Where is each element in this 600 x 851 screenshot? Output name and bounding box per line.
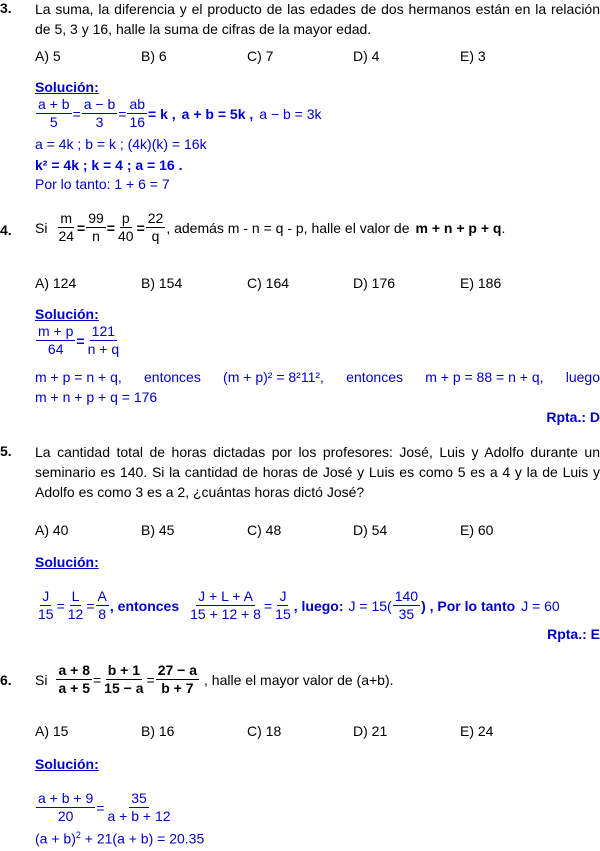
frac-num: J — [279, 588, 287, 604]
p4-l2b: entonces — [144, 369, 201, 385]
p4-l2c: (m + p)² = 8²11², — [223, 369, 324, 385]
option-b: B) 45 — [141, 522, 175, 538]
frac-num: a − b — [83, 96, 116, 112]
option-b: B) 6 — [141, 48, 167, 64]
problem-6-number: 6. — [0, 672, 12, 688]
p3-line-3: k² = 4k ; k = 4 ; a = 16 . — [35, 157, 183, 173]
p5-equation: $\frac{J}{15}$ = $\frac{L}{12}$ = $\frac{A}{8}$ , entonces $\frac{J + L + A}{15 + 12 + 8}$ = $\frac{J}{15}$ , luego: J = 15( $\frac{140}{35}$ ) , Por lo tanto J = 60 — [38, 588, 560, 622]
p4-middle-text: , además m - n = q - p, halle el valor de — [166, 219, 410, 236]
frac-den: 15 — [38, 606, 54, 622]
frac-den: b + 7 — [161, 680, 194, 696]
luego-label: , luego: — [293, 597, 344, 614]
frac-num: 140 — [394, 588, 419, 604]
frac-den: 64 — [47, 341, 64, 357]
entonces-label: , entonces — [109, 597, 180, 614]
frac-num: 35 — [131, 790, 147, 806]
p4-l2a: m + p = n + q, — [35, 369, 122, 385]
option-c: C) 164 — [247, 275, 290, 291]
option-e: E) 24 — [460, 723, 494, 739]
frac-num: a + 8 — [58, 662, 90, 678]
option-e: E) 60 — [460, 522, 494, 538]
solution-label: Solución: — [35, 554, 99, 570]
p5-result: J = 60 — [521, 597, 560, 614]
option-b: B) 16 — [141, 723, 175, 739]
option-c: C) 7 — [247, 48, 274, 64]
solution-label: Solución: — [35, 306, 99, 322]
frac-den: 35 — [398, 606, 415, 622]
p4-target: m + n + p + q — [415, 219, 502, 236]
solution-label: Solución: — [35, 79, 99, 95]
frac-num: 121 — [91, 323, 116, 339]
option-a: A) 124 — [35, 275, 77, 291]
p4-line-2 — [35, 369, 600, 385]
frac-den: n + q — [87, 341, 120, 357]
si-label: Si — [35, 671, 48, 688]
p6-tail: , halle el mayor valor de (a+b). — [204, 671, 394, 688]
frac-den: 3 — [95, 114, 104, 130]
frac-num: L — [71, 588, 80, 604]
frac-den: 16 — [129, 114, 146, 130]
frac-den: 15 − a — [104, 680, 144, 696]
problem-4-text: Si $\frac{m}{24}$ = $\frac{99}{n}$ = $\frac{p}{40}$ = $\frac{22}{q}$ , además m - n = q - p, halle el valor de m + n + p + q . — [35, 210, 506, 244]
frac-num: p — [121, 210, 130, 226]
problem-3-text: La suma, la diferencia y el producto de las edades de dos hermanos están en la relación de 5, 3 y 16, halle la suma de cifras de la mayor edad. — [35, 1, 600, 37]
p4-l2e: m + p = 88 = n + q, — [425, 369, 544, 385]
p6-l2b: + 21(a + b) = 20.35 — [80, 830, 205, 847]
answer-label: Rpta.: D — [546, 409, 600, 425]
p6-line-2 — [35, 830, 204, 847]
option-a: A) 5 — [35, 48, 61, 64]
frac-den: a + 5 — [58, 680, 90, 696]
frac-num: 27 − a — [157, 662, 198, 678]
frac-den: 15 + 12 + 8 — [190, 606, 261, 622]
frac-den: 5 — [49, 114, 58, 130]
option-d: D) 176 — [353, 275, 396, 291]
frac-den: 24 — [58, 228, 75, 244]
p4-end: . — [501, 219, 506, 236]
p4-l2d: entonces — [346, 369, 403, 385]
j-prefix: J = 15( — [348, 597, 392, 614]
p6-l2a: (a + b) — [35, 830, 76, 847]
frac-num: 22 — [147, 210, 164, 226]
option-e: E) 186 — [460, 275, 502, 291]
p3-line-4: Por lo tanto: 1 + 6 = 7 — [35, 176, 170, 192]
problem-5-number: 5. — [0, 443, 12, 459]
frac-num: J + L + A — [198, 588, 253, 604]
option-c: C) 48 — [247, 522, 282, 538]
frac-den: 8 — [98, 606, 107, 622]
option-e: E) 3 — [460, 48, 486, 64]
frac-num: b + 1 — [107, 662, 140, 678]
frac-num: m + p — [38, 323, 74, 339]
frac-den: q — [151, 228, 160, 244]
eq-sum: a + b = 5k , — [181, 105, 254, 122]
solution-label: Solución: — [35, 756, 99, 772]
option-a: A) 40 — [35, 522, 69, 538]
frac-den: 15 — [275, 606, 291, 622]
option-b: B) 154 — [141, 275, 183, 291]
p6-exponent: 2 — [75, 830, 81, 840]
eq-tail: = k , — [148, 105, 176, 122]
eq-diff: a − b = 3k — [259, 105, 322, 122]
por-lo-tanto-label: ) , Por lo tanto — [421, 597, 516, 614]
frac-den: n — [92, 228, 100, 244]
frac-num: m — [60, 210, 73, 226]
problem-3-number: 3. — [0, 0, 12, 16]
si-label: Si — [35, 219, 48, 236]
problem-6-text: Si $\frac{a + 8}{a + 5}$ = $\frac{b + 1}{15 - a}$ = $\frac{27 - a}{b + 7}$ , halle el mayor valor de (a+b). — [35, 662, 394, 696]
frac-den: 12 — [67, 606, 84, 622]
option-a: A) 15 — [35, 723, 69, 739]
frac-num: A — [97, 588, 107, 604]
p3-line-2: a = 4k ; b = k ; (4k)(k) = 16k — [35, 136, 207, 152]
p4-l2f: luego — [565, 369, 600, 385]
frac-num: 99 — [88, 210, 104, 226]
problem-5-text: La cantidad total de horas dictadas por los profesores: José, Luis y Adolfo durante un seminario es 140. Si la cantidad de horas de José y Luis es como 5 es a 4 y la de Luis y Adolfo es como 3 es a 2, ¿cuántas horas dictó José? — [35, 444, 600, 500]
frac-num: J — [42, 588, 50, 604]
p3-equation-1: $\frac{a + b}{5}$ = $\frac{a - b}{3}$ = $\frac{ab}{16}$ = k , a + b = 5k , a − b = 3k — [38, 96, 322, 130]
problem-4-number: 4. — [0, 222, 12, 238]
p4-line-3: m + n + p + q = 176 — [35, 389, 158, 405]
option-d: D) 4 — [353, 48, 380, 64]
frac-num: a + b + 9 — [38, 790, 94, 806]
option-c: C) 18 — [247, 723, 282, 739]
frac-num: a + b — [38, 96, 70, 112]
frac-den: 40 — [117, 228, 134, 244]
frac-den: a + b + 12 — [107, 808, 171, 824]
option-d: D) 54 — [353, 522, 388, 538]
frac-den: 20 — [57, 808, 74, 824]
option-d: D) 21 — [353, 723, 388, 739]
p6-equation-1: $\frac{a + b + 9}{20}$ = $\frac{35}{a + b + 12}$ — [38, 790, 171, 824]
p4-equation-1: $\frac{m + p}{64}$ = $\frac{121}{n + q}$ — [38, 323, 120, 357]
frac-num: ab — [129, 96, 146, 112]
answer-label: Rpta.: E — [547, 626, 600, 642]
